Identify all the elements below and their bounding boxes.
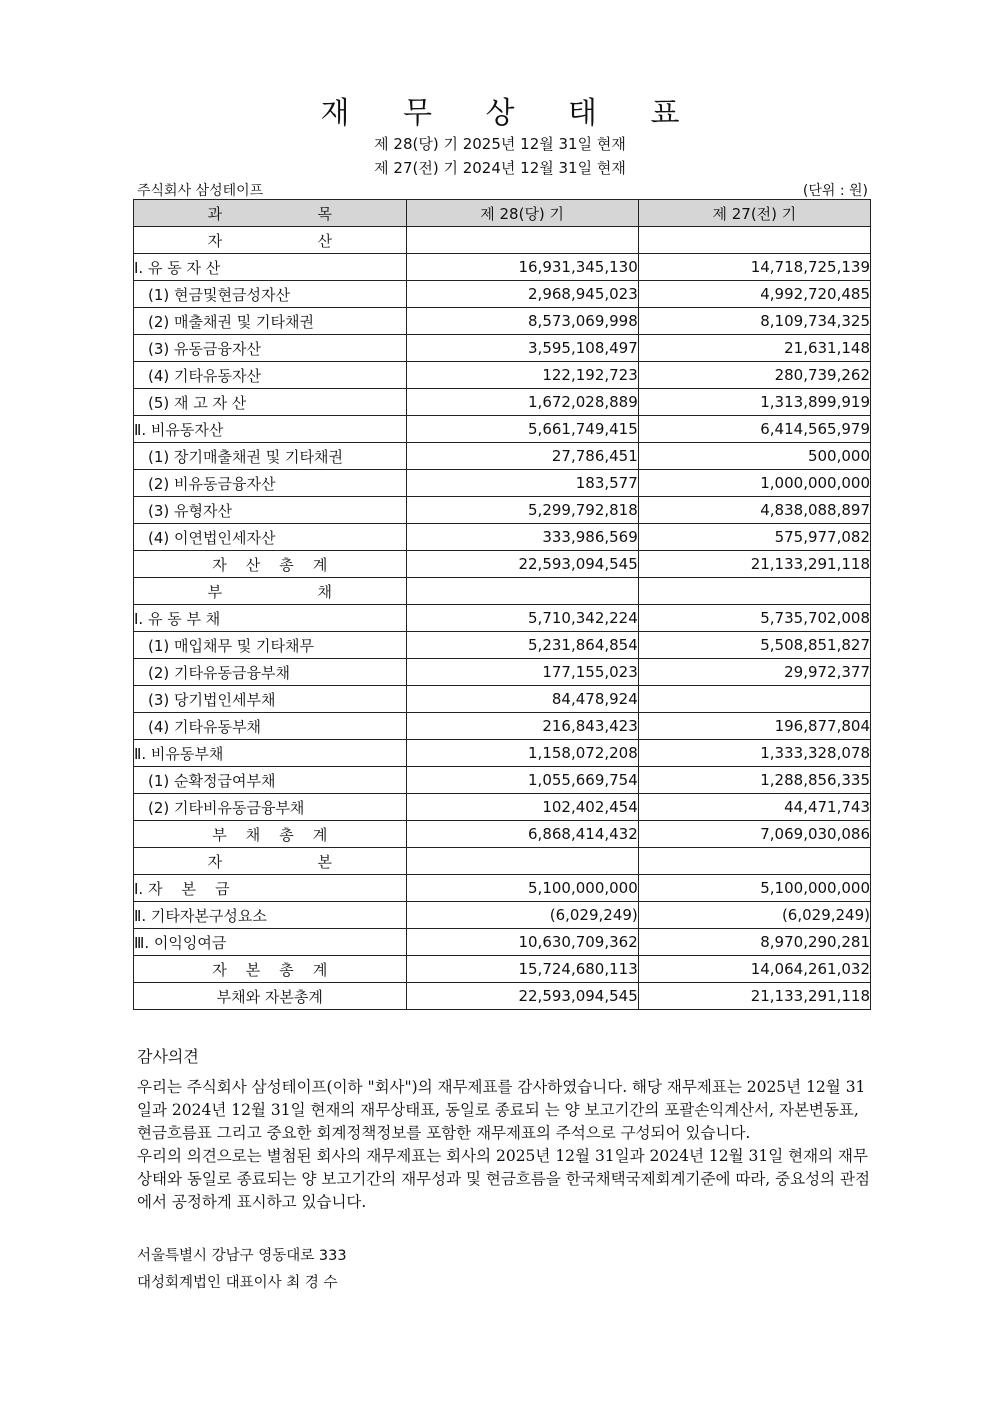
prior-value-cell: 280,739,262: [638, 362, 870, 389]
prior-value-cell: 21,631,148: [638, 335, 870, 362]
current-value-cell: [406, 848, 638, 875]
account-cell: Ⅱ. 기타자본구성요소: [134, 902, 407, 929]
prior-value-cell: 21,133,291,118: [638, 551, 870, 578]
opinion-heading: 감사의견: [137, 1047, 199, 1066]
current-value-cell: 1,158,072,208: [406, 740, 638, 767]
table-row: [134, 362, 871, 389]
balance-sheet-table: [133, 199, 871, 1010]
account-cell: 자 산 총 계: [134, 551, 407, 578]
account-cell: (1) 순확정급여부채: [134, 767, 407, 794]
account-cell: (4) 이연법인세자산: [134, 524, 407, 551]
account-cell: (1) 매입채무 및 기타채무: [134, 632, 407, 659]
current-value-cell: 16,931,345,130: [406, 254, 638, 281]
account-cell: (2) 매출채권 및 기타채권: [134, 308, 407, 335]
prior-value-cell: 6,414,565,979: [638, 416, 870, 443]
table-row: [134, 605, 871, 632]
current-value-cell: (6,029,249): [406, 902, 638, 929]
current-value-cell: 15,724,680,113: [406, 956, 638, 983]
prior-value-cell: 1,313,899,919: [638, 389, 870, 416]
opinion-paragraph-2: 우리의 의견으로는 별첨된 회사의 재무제표는 회사의 2025년 12월 31일과 2024년 12월 31일 현재의 재무상태와 동일로 종료되는 양 보고기간의 재무성과 및 현금흐름을 한국채택국제회계기준에 따라, 중요성의 관점에서 공정하게 표시하고 있습니다.: [137, 1147, 870, 1211]
table-row: [134, 443, 871, 470]
current-value-cell: 84,478,924: [406, 686, 638, 713]
table-row: [134, 983, 871, 1010]
current-value-cell: 102,402,454: [406, 794, 638, 821]
prior-value-cell: 4,838,088,897: [638, 497, 870, 524]
account-cell: 자 본 총 계: [134, 956, 407, 983]
table-row: [134, 767, 871, 794]
current-value-cell: 5,661,749,415: [406, 416, 638, 443]
prior-value-cell: 8,109,734,325: [638, 308, 870, 335]
prior-value-cell: 4,992,720,485: [638, 281, 870, 308]
table-row: [134, 686, 871, 713]
table-row: [134, 632, 871, 659]
prior-value-cell: [638, 686, 870, 713]
table-row: [134, 524, 871, 551]
current-value-cell: 27,786,451: [406, 443, 638, 470]
account-cell: (2) 기타비유동금융부채: [134, 794, 407, 821]
table-row: [134, 308, 871, 335]
prior-value-cell: 14,064,261,032: [638, 956, 870, 983]
table-row: [134, 227, 871, 254]
prior-value-cell: 1,288,856,335: [638, 767, 870, 794]
current-value-cell: 5,231,864,854: [406, 632, 638, 659]
current-value-cell: [406, 578, 638, 605]
prior-value-cell: [638, 848, 870, 875]
account-cell: 부 채 총 계: [134, 821, 407, 848]
table-row: [134, 821, 871, 848]
prior-value-cell: (6,029,249): [638, 902, 870, 929]
prior-value-cell: 29,972,377: [638, 659, 870, 686]
account-cell: Ⅰ. 자 본 금: [134, 875, 407, 902]
current-value-cell: 3,595,108,497: [406, 335, 638, 362]
current-value-cell: 122,192,723: [406, 362, 638, 389]
prior-value-cell: 8,970,290,281: [638, 929, 870, 956]
table-row: [134, 740, 871, 767]
current-value-cell: 1,055,669,754: [406, 767, 638, 794]
current-value-cell: 10,630,709,362: [406, 929, 638, 956]
current-value-cell: 183,577: [406, 470, 638, 497]
current-value-cell: 216,843,423: [406, 713, 638, 740]
prior-value-cell: 5,508,851,827: [638, 632, 870, 659]
account-cell: (1) 현금및현금성자산: [134, 281, 407, 308]
account-cell: (4) 기타유동부채: [134, 713, 407, 740]
account-cell: (2) 기타유동금융부채: [134, 659, 407, 686]
account-cell: (3) 유형자산: [134, 497, 407, 524]
current-value-cell: 22,593,094,545: [406, 983, 638, 1010]
account-cell: Ⅱ. 비유동부채: [134, 740, 407, 767]
current-value-cell: 5,100,000,000: [406, 875, 638, 902]
account-cell: 자 산: [134, 227, 407, 254]
current-value-cell: [406, 227, 638, 254]
prior-value-cell: 1,333,328,078: [638, 740, 870, 767]
account-cell: Ⅰ. 유 동 부 채: [134, 605, 407, 632]
table-row: [134, 848, 871, 875]
account-cell: (1) 장기매출채권 및 기타채권: [134, 443, 407, 470]
account-cell: (3) 당기법인세부채: [134, 686, 407, 713]
prior-value-cell: 44,471,743: [638, 794, 870, 821]
current-value-cell: 5,299,792,818: [406, 497, 638, 524]
prior-value-cell: [638, 227, 870, 254]
prior-period-line: 제 27(전) 기 2024년 12월 31일 현재: [374, 159, 626, 177]
column-header-account: 과 목: [134, 200, 407, 227]
account-cell: (2) 비유동금융자산: [134, 470, 407, 497]
account-cell: 자 본: [134, 848, 407, 875]
table-row: [134, 713, 871, 740]
table-row: [134, 470, 871, 497]
company-name: 주식회사 삼성테이프: [137, 183, 264, 199]
table-row: [134, 794, 871, 821]
column-header-prior: 제 27(전) 기: [638, 200, 870, 227]
audit-opinion-text: [137, 1076, 877, 1214]
current-value-cell: 6,868,414,432: [406, 821, 638, 848]
table-row: [134, 551, 871, 578]
account-cell: (4) 기타유동자산: [134, 362, 407, 389]
unit-label: (단위 : 원): [802, 183, 868, 199]
table-row: [134, 929, 871, 956]
table-row: [134, 416, 871, 443]
current-value-cell: 5,710,342,224: [406, 605, 638, 632]
table-row: [134, 389, 871, 416]
current-period-line: 제 28(당) 기 2025년 12월 31일 현재: [374, 135, 626, 153]
prior-value-cell: 575,977,082: [638, 524, 870, 551]
prior-value-cell: 1,000,000,000: [638, 470, 870, 497]
table-row: [134, 335, 871, 362]
table-row: [134, 875, 871, 902]
account-cell: 부 채: [134, 578, 407, 605]
firm-address: 서울특별시 강남구 영동대로 333: [137, 1248, 347, 1264]
prior-value-cell: 5,735,702,008: [638, 605, 870, 632]
prior-value-cell: 5,100,000,000: [638, 875, 870, 902]
opinion-paragraph-1: 우리는 주식회사 삼성테이프(이하 "회사")의 재무제표를 감사하였습니다. 해당 재무제표는 2025년 12월 31일과 2024년 12월 31일 현재의 재무상태표, 동일로 종료되 는 양 보고기간의 포괄손익계산서, 자본변동표, 현금흐름표 그리고 중요한 회계정책정보를 포함한 재무제표의 주석으로 구성되어 있습니다.: [137, 1078, 866, 1142]
prior-value-cell: 14,718,725,139: [638, 254, 870, 281]
prior-value-cell: 500,000: [638, 443, 870, 470]
account-cell: (3) 유동금융자산: [134, 335, 407, 362]
prior-value-cell: 21,133,291,118: [638, 983, 870, 1010]
account-cell: Ⅰ. 유 동 자 산: [134, 254, 407, 281]
table-row: [134, 254, 871, 281]
table-row: [134, 659, 871, 686]
table-header-row: [134, 200, 871, 227]
account-cell: Ⅲ. 이익잉여금: [134, 929, 407, 956]
current-value-cell: 177,155,023: [406, 659, 638, 686]
account-cell: 부채와 자본총계: [134, 983, 407, 1010]
table-row: [134, 902, 871, 929]
firm-signature: 대성회계법인 대표이사 최 경 수: [137, 1275, 338, 1291]
current-value-cell: 22,593,094,545: [406, 551, 638, 578]
column-header-current: 제 28(당) 기: [406, 200, 638, 227]
table-row: [134, 281, 871, 308]
document-title: 재 무 상 태 표: [320, 96, 702, 131]
table-row: [134, 578, 871, 605]
prior-value-cell: 7,069,030,086: [638, 821, 870, 848]
table-row: [134, 497, 871, 524]
prior-value-cell: [638, 578, 870, 605]
account-cell: Ⅱ. 비유동자산: [134, 416, 407, 443]
current-value-cell: 1,672,028,889: [406, 389, 638, 416]
prior-value-cell: 196,877,804: [638, 713, 870, 740]
balance-sheet-body: [134, 227, 871, 1010]
account-cell: (5) 재 고 자 산: [134, 389, 407, 416]
table-row: [134, 956, 871, 983]
current-value-cell: 2,968,945,023: [406, 281, 638, 308]
current-value-cell: 8,573,069,998: [406, 308, 638, 335]
current-value-cell: 333,986,569: [406, 524, 638, 551]
